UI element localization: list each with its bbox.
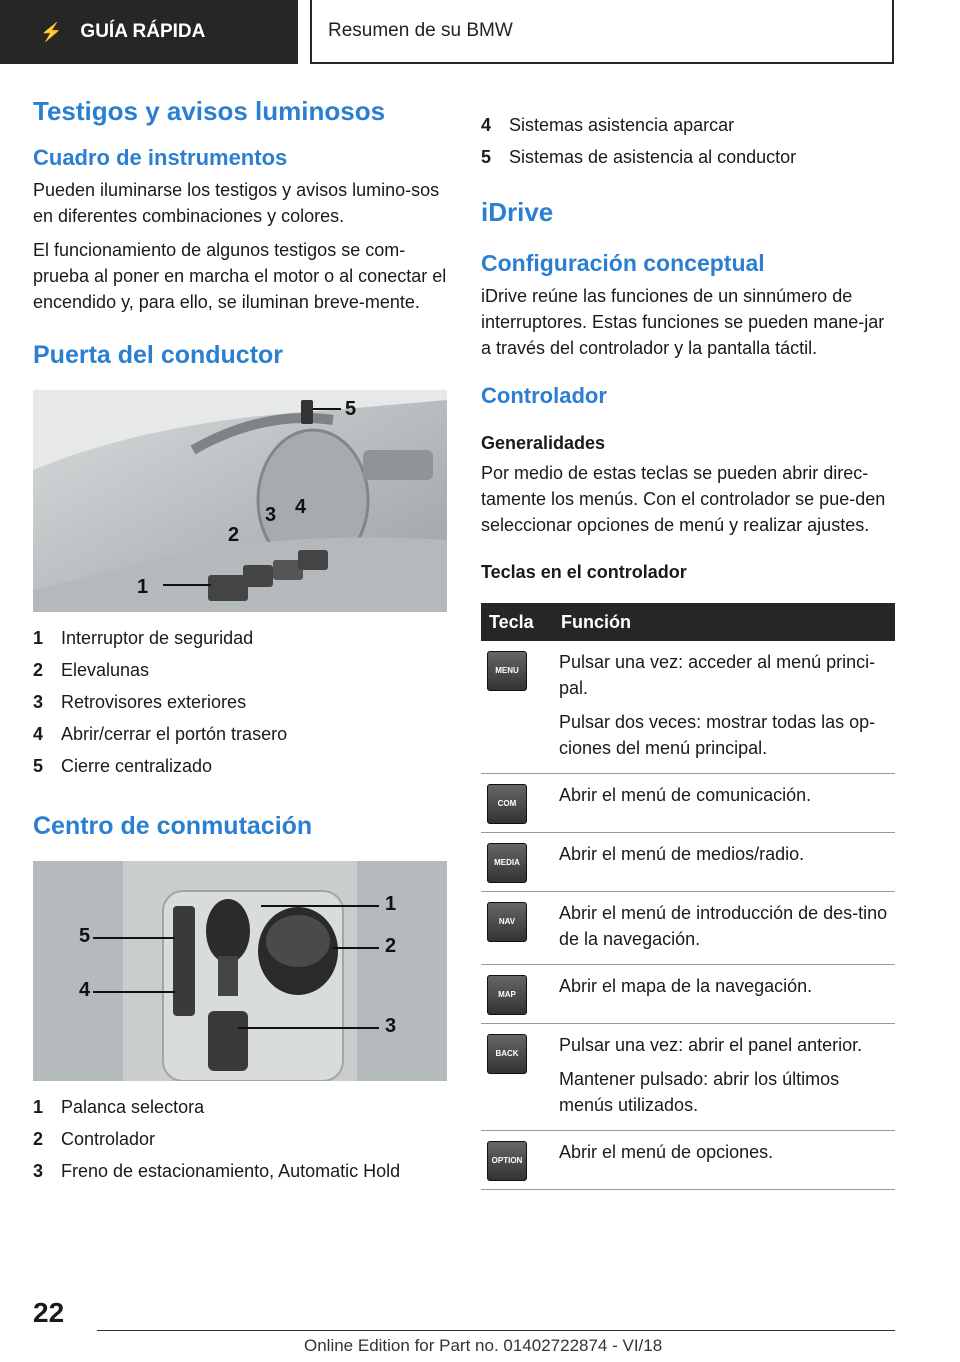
list-item: 1 Interruptor de seguridad [33, 628, 254, 648]
callout-5: 5 [345, 398, 357, 420]
callout-line [333, 947, 379, 949]
table-row: BACK Pulsar una vez: abrir el panel anterior. Mantener pulsado: abrir los últimos menús utilizados. [481, 1024, 895, 1131]
left-column [33, 96, 447, 1187]
callout-1: 1 [385, 893, 397, 915]
heading-teclas: Teclas en el controlador [481, 562, 687, 582]
com-key-icon: COM [487, 784, 527, 824]
section-label: GUÍA RÁPIDA [80, 21, 206, 42]
paragraph-generalidades: Por medio de estas teclas se pueden abrir direc-tamente los menús. Con el controlador se pue-den seleccionar opciones de menú y realizar ajustes. [481, 463, 886, 535]
console-legend-cont [481, 109, 895, 173]
table-row: MENU Pulsar una vez: acceder al menú princi-pal. Pulsar dos veces: mostrar todas las op-ciones del menú principal. [481, 641, 895, 774]
callout-line [261, 905, 379, 907]
edition-text: Online Edition for Part no. 01402722874 - VI/18 [304, 1336, 663, 1355]
list-item: 4 Sistemas asistencia aparcar [481, 115, 735, 135]
keys-table [481, 603, 895, 1190]
heading-configuracion: Configuración conceptual [481, 250, 765, 276]
list-item: 1 Palanca selectora [33, 1097, 205, 1117]
callout-3: 3 [385, 1015, 397, 1037]
back-key-icon: BACK [487, 1034, 527, 1074]
list-item: 3 Freno de estacionamiento, Automatic Hold [33, 1161, 401, 1181]
callout-4: 4 [295, 496, 307, 518]
list-item: 2 Elevalunas [33, 660, 150, 680]
heading-controlador: Controlador [481, 383, 607, 408]
footer-divider [97, 1330, 895, 1331]
lightning-icon: ⚡ [40, 21, 63, 42]
heading-cuadro: Cuadro de instrumentos [33, 145, 288, 170]
col-funcion: Función [553, 603, 895, 641]
right-column [481, 109, 895, 1190]
list-item: 3 Retrovisores exteriores [33, 692, 247, 712]
callout-4: 4 [79, 979, 91, 1001]
nav-key-icon: NAV [487, 902, 527, 942]
paragraph-2: El funcionamiento de algunos testigos se com-prueba al poner en marcha el motor o al conectar el encendido y, para ello, se iluminan breve-mente. [33, 240, 447, 312]
callout-line [238, 1027, 379, 1029]
callout-2: 2 [228, 524, 240, 546]
paragraph-idrive: iDrive reúne las funciones de un sinnúmero de interruptores. Estas funciones se pueden mane-jar a través del controlador y la pantalla táctil. [481, 286, 885, 358]
list-item: 5 Cierre centralizado [33, 756, 213, 776]
heading-generalidades: Generalidades [481, 433, 606, 453]
callout-line [163, 584, 211, 586]
heading-centro: Centro de conmutación [33, 812, 313, 840]
media-key-icon: MEDIA [487, 843, 527, 883]
callout-line [313, 408, 341, 410]
table-row: OPTION Abrir el menú de opciones. [481, 1131, 895, 1190]
option-key-icon: OPTION [487, 1141, 527, 1181]
door-legend [33, 622, 447, 782]
door-photo [33, 390, 447, 612]
list-item: 5 Sistemas de asistencia al conductor [481, 147, 797, 167]
list-item: 4 Abrir/cerrar el portón trasero [33, 724, 288, 744]
section-tab[interactable] [0, 0, 298, 64]
callout-line [93, 991, 175, 993]
heading-testigos: Testigos y avisos luminosos [33, 96, 386, 126]
callout-line [93, 937, 175, 939]
list-item: 2 Controlador [33, 1129, 156, 1149]
table-row: MEDIA Abrir el menú de medios/radio. [481, 833, 895, 892]
door-illustration [33, 390, 447, 612]
table-row: MAP Abrir el mapa de la navegación. [481, 965, 895, 1024]
map-key-icon: MAP [487, 975, 527, 1015]
header-title: Resumen de su BMW [328, 20, 513, 41]
table-row: COM Abrir el menú de comunicación. [481, 774, 895, 833]
paragraph-1: Pueden iluminarse los testigos y avisos lumino-sos en diferentes combinaciones y colores. [33, 180, 440, 226]
callout-5: 5 [79, 925, 91, 947]
menu-key-icon: MENU [487, 651, 527, 691]
console-photo [33, 861, 447, 1081]
heading-puerta: Puerta del conductor [33, 341, 284, 369]
col-tecla: Tecla [481, 603, 553, 641]
heading-idrive: iDrive [481, 197, 554, 227]
console-legend [33, 1091, 447, 1187]
callout-1: 1 [137, 576, 149, 598]
header-title-box [310, 0, 894, 64]
callout-2: 2 [385, 935, 397, 957]
callout-3: 3 [265, 504, 277, 526]
page-number: 22 [33, 1297, 65, 1328]
table-row: NAV Abrir el menú de introducción de des-tino de la navegación. [481, 892, 895, 965]
